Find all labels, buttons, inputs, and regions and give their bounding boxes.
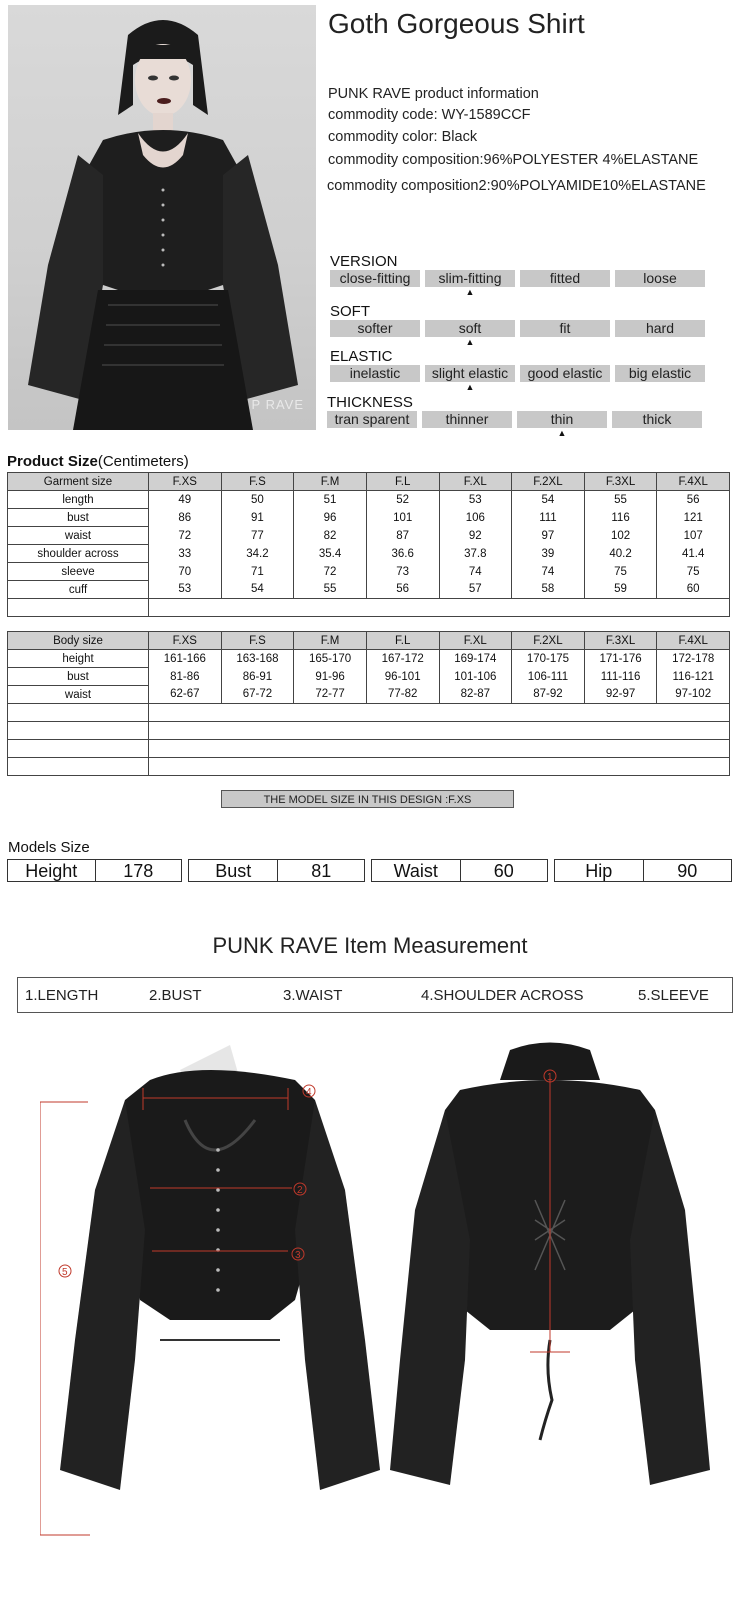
product-title: Goth Gorgeous Shirt — [328, 8, 585, 39]
row-label: bust — [8, 509, 149, 527]
scale-option: good elastic — [520, 365, 610, 382]
table-cell: 51 — [294, 491, 367, 509]
table-cell: 107 — [657, 527, 730, 545]
legend-item: 4.SHOULDER ACROSS — [421, 987, 584, 1004]
table-cell: 87-92 — [512, 686, 585, 704]
model-value: 81 — [311, 861, 332, 881]
attribute-scale — [330, 320, 705, 337]
table-cell: 59 — [584, 581, 657, 599]
table-header-cell: F.M — [294, 473, 367, 491]
commodity-composition2: commodity composition2:90%POLYAMIDE10%ELASTANE — [327, 178, 706, 194]
model-key: Waist — [372, 860, 461, 881]
marker-3: 3 — [295, 1250, 301, 1261]
table-cell: 163-168 — [221, 650, 294, 668]
marker-4: 4 — [306, 1087, 312, 1098]
table-header-cell: F.S — [221, 473, 294, 491]
table-cell: 161-166 — [149, 650, 222, 668]
row-label: cuff — [8, 581, 149, 599]
table-cell: 53 — [149, 581, 222, 599]
table-row-empty — [8, 758, 730, 776]
table-cell-empty — [149, 758, 730, 776]
table-header-cell: F.M — [294, 632, 367, 650]
table-cell: 75 — [657, 563, 730, 581]
table-cell: 165-170 — [294, 650, 367, 668]
table-cell-empty — [8, 599, 149, 617]
table-header-cell: F.XS — [149, 632, 222, 650]
table-cell: 52 — [366, 491, 439, 509]
table-cell: 54 — [512, 491, 585, 509]
body-size-table — [7, 631, 730, 776]
table-cell: 102 — [584, 527, 657, 545]
table-cell-empty — [8, 722, 149, 740]
scale-option: slim-fitting — [425, 270, 515, 287]
table-cell: 82-87 — [439, 686, 512, 704]
photo-watermark: P RAVE — [251, 397, 304, 412]
model-hip-box — [554, 859, 732, 882]
row-label: sleeve — [8, 563, 149, 581]
table-cell: 33 — [149, 545, 222, 563]
table-cell: 41.4 — [657, 545, 730, 563]
table-cell: 97 — [512, 527, 585, 545]
table-row-empty — [8, 722, 730, 740]
table-header-cell: F.L — [366, 473, 439, 491]
table-cell: 71 — [221, 563, 294, 581]
table-cell: 74 — [439, 563, 512, 581]
model-key: Hip — [555, 860, 644, 881]
model-value: 90 — [677, 861, 698, 881]
table-cell: 40.2 — [584, 545, 657, 563]
scale-option: big elastic — [615, 365, 705, 382]
selected-marker-icon: ▲ — [465, 337, 475, 347]
table-cell: 167-172 — [366, 650, 439, 668]
table-cell: 72 — [149, 527, 222, 545]
table-row-empty — [8, 704, 730, 722]
table-header-row — [8, 632, 730, 650]
table-header-cell: F.4XL — [657, 473, 730, 491]
table-cell: 34.2 — [221, 545, 294, 563]
table-cell: 96-101 — [366, 668, 439, 686]
table-cell-empty — [149, 740, 730, 758]
table-cell: 81-86 — [149, 668, 222, 686]
row-label: length — [8, 491, 149, 509]
scale-option: close-fitting — [330, 270, 420, 287]
table-cell-empty — [8, 704, 149, 722]
attribute-elastic — [330, 348, 705, 392]
table-cell: 170-175 — [512, 650, 585, 668]
table-cell: 111-116 — [584, 668, 657, 686]
table-cell: 58 — [512, 581, 585, 599]
marker-5: 5 — [62, 1267, 68, 1278]
scale-option: thinner — [422, 411, 512, 428]
table-row-empty — [8, 740, 730, 758]
table-row-empty — [8, 599, 730, 617]
scale-option: soft — [425, 320, 515, 337]
models-size-title: Models Size — [8, 839, 90, 856]
product-size-title: Product Size(Centimeters) — [7, 453, 189, 470]
table-cell: 57 — [439, 581, 512, 599]
attribute-label: THICKNESS — [327, 394, 413, 411]
legend-item: 1.LENGTH — [25, 987, 99, 1004]
model-waist-box — [371, 859, 548, 882]
garment-back — [390, 1043, 710, 1486]
table-header-cell: Body size — [8, 632, 149, 650]
table-header-cell: Garment size — [8, 473, 149, 491]
attribute-thickness — [327, 394, 702, 438]
model-height-box — [7, 859, 182, 882]
table-cell: 62-67 — [149, 686, 222, 704]
row-label: height — [8, 650, 149, 668]
scale-option: loose — [615, 270, 705, 287]
commodity-color: commodity color: Black — [328, 129, 478, 145]
table-header-cell: F.3XL — [584, 473, 657, 491]
table-cell: 77-82 — [366, 686, 439, 704]
info-heading: PUNK RAVE product information — [328, 86, 539, 102]
attribute-label: VERSION — [330, 253, 398, 270]
table-cell: 91 — [221, 509, 294, 527]
table-cell: 77 — [221, 527, 294, 545]
table-cell: 55 — [294, 581, 367, 599]
selected-marker-icon: ▲ — [465, 382, 475, 392]
table-row — [8, 686, 730, 704]
table-row — [8, 491, 730, 509]
legend-item: 2.BUST — [149, 987, 202, 1004]
table-cell: 116-121 — [657, 668, 730, 686]
table-cell: 106 — [439, 509, 512, 527]
table-cell: 73 — [366, 563, 439, 581]
attribute-soft — [330, 303, 705, 347]
scale-option: thin — [517, 411, 607, 428]
table-cell: 91-96 — [294, 668, 367, 686]
table-row — [8, 527, 730, 545]
table-cell: 53 — [439, 491, 512, 509]
table-cell-empty — [149, 722, 730, 740]
table-header-cell: F.3XL — [584, 632, 657, 650]
commodity-code: commodity code: WY-1589CCF — [328, 107, 531, 123]
table-cell: 70 — [149, 563, 222, 581]
table-cell: 86 — [149, 509, 222, 527]
legend-item: 5.SLEEVE — [638, 987, 709, 1004]
table-cell: 75 — [584, 563, 657, 581]
table-header-cell: F.XL — [439, 632, 512, 650]
table-cell: 169-174 — [439, 650, 512, 668]
model-illustration — [8, 5, 316, 430]
scale-option: fit — [520, 320, 610, 337]
table-header-cell: F.L — [366, 632, 439, 650]
table-header-cell: F.4XL — [657, 632, 730, 650]
table-row — [8, 668, 730, 686]
table-row — [8, 563, 730, 581]
scale-option: softer — [330, 320, 420, 337]
measurement-title: PUNK RAVE Item Measurement — [212, 933, 528, 958]
table-header-cell: F.2XL — [512, 632, 585, 650]
row-label: waist — [8, 686, 149, 704]
attribute-scale — [327, 411, 702, 428]
table-header-cell: F.XS — [149, 473, 222, 491]
scale-option: thick — [612, 411, 702, 428]
commodity-composition: commodity composition:96%POLYESTER 4%ELASTANE — [328, 152, 699, 168]
scale-option: fitted — [520, 270, 610, 287]
table-row — [8, 581, 730, 599]
garment-diagram — [40, 1040, 730, 1592]
table-cell: 35.4 — [294, 545, 367, 563]
table-cell: 97-102 — [657, 686, 730, 704]
table-cell: 72 — [294, 563, 367, 581]
scale-option: tran sparent — [327, 411, 417, 428]
marker-2: 2 — [297, 1185, 303, 1196]
table-row — [8, 509, 730, 527]
model-value: 178 — [123, 861, 154, 881]
table-cell: 172-178 — [657, 650, 730, 668]
model-key: Bust — [189, 860, 278, 881]
scale-option: hard — [615, 320, 705, 337]
table-cell: 92 — [439, 527, 512, 545]
table-cell: 86-91 — [221, 668, 294, 686]
table-cell: 56 — [366, 581, 439, 599]
table-row — [8, 650, 730, 668]
table-cell-empty — [8, 758, 149, 776]
marker-1: 1 — [547, 1072, 553, 1083]
models-size-row — [7, 859, 732, 882]
attribute-scale — [330, 365, 705, 382]
table-cell: 37.8 — [439, 545, 512, 563]
model-size-note: THE MODEL SIZE IN THIS DESIGN :F.XS — [221, 790, 514, 808]
table-header-cell: F.S — [221, 632, 294, 650]
table-cell-empty — [149, 599, 730, 617]
table-cell: 36.6 — [366, 545, 439, 563]
selected-marker-icon: ▲ — [557, 428, 567, 438]
table-cell: 49 — [149, 491, 222, 509]
table-cell: 56 — [657, 491, 730, 509]
table-cell: 60 — [657, 581, 730, 599]
table-cell: 96 — [294, 509, 367, 527]
table-row — [8, 545, 730, 563]
table-cell: 74 — [512, 563, 585, 581]
table-cell: 171-176 — [584, 650, 657, 668]
model-key: Height — [8, 860, 96, 881]
table-cell: 55 — [584, 491, 657, 509]
table-cell: 92-97 — [584, 686, 657, 704]
attribute-version — [330, 253, 705, 297]
model-value: 60 — [493, 861, 514, 881]
table-cell: 101-106 — [439, 668, 512, 686]
table-cell: 50 — [221, 491, 294, 509]
table-cell: 111 — [512, 509, 585, 527]
product-size-table — [7, 472, 730, 617]
row-label: bust — [8, 668, 149, 686]
table-cell-empty — [149, 704, 730, 722]
table-cell: 67-72 — [221, 686, 294, 704]
scale-option: inelastic — [330, 365, 420, 382]
table-cell: 121 — [657, 509, 730, 527]
table-cell: 72-77 — [294, 686, 367, 704]
attribute-scale — [330, 270, 705, 287]
table-header-cell: F.2XL — [512, 473, 585, 491]
table-cell-empty — [8, 740, 149, 758]
table-cell: 82 — [294, 527, 367, 545]
table-header-row — [8, 473, 730, 491]
table-cell: 116 — [584, 509, 657, 527]
table-cell: 54 — [221, 581, 294, 599]
scale-option: slight elastic — [425, 365, 515, 382]
table-cell: 87 — [366, 527, 439, 545]
model-bust-box — [188, 859, 365, 882]
legend-item: 3.WAIST — [283, 987, 343, 1004]
garment-front — [40, 1045, 380, 1535]
attribute-label: ELASTIC — [330, 348, 393, 365]
table-header-cell: F.XL — [439, 473, 512, 491]
selected-marker-icon: ▲ — [465, 287, 475, 297]
row-label: shoulder across — [8, 545, 149, 563]
product-photo — [8, 5, 316, 430]
measurement-legend — [17, 977, 733, 1013]
table-cell: 101 — [366, 509, 439, 527]
attribute-label: SOFT — [330, 303, 370, 320]
row-label: waist — [8, 527, 149, 545]
table-cell: 106-111 — [512, 668, 585, 686]
table-cell: 39 — [512, 545, 585, 563]
